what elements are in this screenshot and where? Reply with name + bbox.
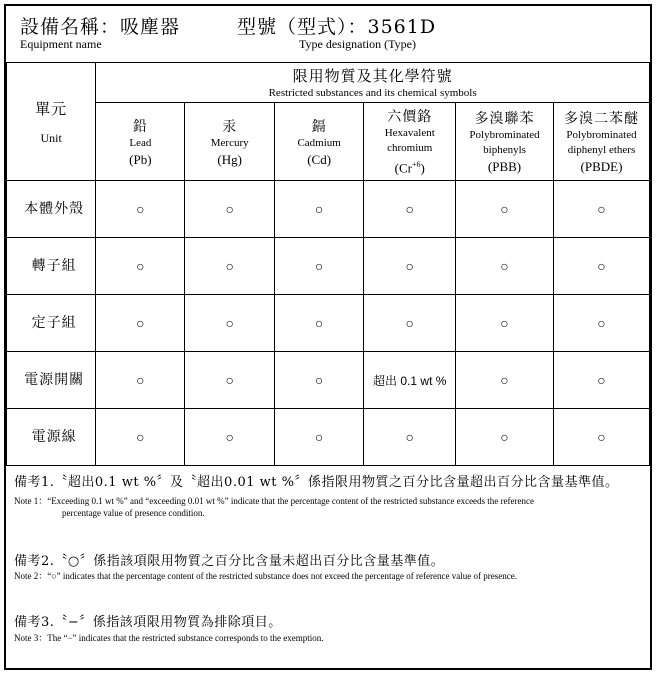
substance-zh: 多溴聯苯 [474, 111, 535, 127]
value-cell: ○ [96, 238, 185, 295]
unit-name: 電源開關 [7, 352, 96, 409]
value-cell: ○ [185, 181, 274, 238]
substance-header-cadmium [274, 103, 363, 181]
note-2-en: Note 2：“○” indicates that the percentage content of the restricted substance does not exceed the percentage of reference value of presence. [14, 571, 517, 581]
note-3-zh: 備考3.〝−〞係指該項限用物質為排除項目。 [14, 615, 282, 630]
restricted-header-zh: 限用物質及其化學符號 [292, 66, 453, 85]
value-cell: ○ [364, 295, 456, 352]
value-cell: ○ [456, 295, 554, 352]
type-designation-label: 型號（型式）：3561D [237, 16, 437, 38]
value-cell: ○ [364, 181, 456, 238]
value-cell: ○ [553, 181, 649, 238]
value-cell: ○ [185, 409, 274, 466]
substance-en: Polybrominated biphenyls [469, 129, 540, 156]
restricted-header-cell [96, 63, 650, 103]
value-cell-exceeds: 超出 0.1 wt % [364, 352, 456, 409]
unit-name: 定子組 [7, 295, 96, 352]
restricted-header-en: Restricted substances and its chemical symbols [268, 86, 477, 99]
value-cell: ○ [274, 409, 363, 466]
value-cell: ○ [96, 295, 185, 352]
declaration-frame [4, 4, 652, 670]
note-2-zh: 備考2.〝○〞係指該項限用物質之百分比含量未超出百分比含量基準值。 [14, 554, 445, 569]
value-cell: ○ [185, 295, 274, 352]
unit-name: 轉子組 [7, 238, 96, 295]
table-row [7, 238, 650, 295]
value-cell: ○ [553, 238, 649, 295]
substance-symbol: (Pb) [129, 151, 152, 167]
value-cell: ○ [274, 181, 363, 238]
note-1-zh: 備考1.〝超出0.1 wt %〞及〝超出0.01 wt %〞係指限用物質之百分比含量超出百分比含量基準值。 [14, 475, 619, 490]
note-1-en-cont: percentage value of presence condition. [62, 508, 205, 518]
value-cell: ○ [274, 352, 363, 409]
value-cell: ○ [185, 352, 274, 409]
unit-header-en: Unit [40, 130, 62, 145]
value-cell: ○ [364, 238, 456, 295]
substance-symbol: (Cd) [307, 151, 332, 167]
value-cell: ○ [456, 409, 554, 466]
value-cell: ○ [364, 409, 456, 466]
unit-header-zh: 單元 [35, 99, 68, 118]
substance-header-pbde [553, 103, 649, 181]
value-cell: ○ [96, 181, 185, 238]
value-cell: ○ [553, 295, 649, 352]
value-cell: ○ [96, 409, 185, 466]
value-cell: ○ [456, 352, 554, 409]
substance-en: Hexavalent chromium [384, 127, 435, 155]
substance-zh: 鎘 [311, 118, 327, 135]
unit-header-cell [7, 63, 96, 181]
equipment-name-sub: Equipment name [20, 37, 102, 51]
substance-header-lead [96, 103, 185, 181]
substance-zh: 鉛 [132, 118, 148, 135]
value-cell: ○ [96, 352, 185, 409]
equipment-name-label: 設備名稱：吸塵器 [20, 16, 181, 38]
value-cell: ○ [456, 238, 554, 295]
substance-en: Cadmium [297, 136, 341, 149]
note-3-en: Note 3：The “−” indicates that the restricted substance corresponds to the exemption. [14, 633, 324, 643]
table-row [7, 409, 650, 466]
value-cell: ○ [274, 295, 363, 352]
substance-zh: 多溴二苯醚 [563, 111, 639, 127]
type-designation-sub: Type designation (Type) [299, 37, 416, 51]
value-cell: ○ [185, 238, 274, 295]
table-row [7, 181, 650, 238]
substance-symbol: (PBB) [487, 159, 522, 174]
substance-header-hexavalent-chromium [364, 103, 456, 181]
table-row [7, 352, 650, 409]
unit-name: 電源線 [7, 409, 96, 466]
substance-symbol: (Hg) [217, 151, 242, 167]
substance-en: Mercury [210, 136, 249, 149]
substance-header-row [7, 103, 650, 181]
table-row [7, 295, 650, 352]
substance-symbol: (PBDE) [580, 159, 623, 174]
value-cell: ○ [274, 238, 363, 295]
substance-zh: 六價鉻 [387, 109, 433, 126]
substance-symbol: $(Cr^{+6})$ [394, 160, 425, 176]
substance-header-pbb [456, 103, 554, 181]
substance-header-mercury [185, 103, 274, 181]
substance-zh: 汞 [222, 118, 238, 135]
header [6, 6, 650, 64]
substance-en: Polybrominated diphenyl ethers [566, 129, 637, 156]
note-1-en: Note 1：“Exceeding 0.1 wt %” and “exceeding 0.01 wt %” indicate that the percentage content of the restricted substance exceeds the reference [14, 496, 535, 506]
substance-en: Lead [129, 136, 152, 149]
restricted-substances-table [6, 62, 650, 466]
value-cell: ○ [456, 181, 554, 238]
value-cell: ○ [553, 409, 649, 466]
unit-name: 本體外殼 [7, 181, 96, 238]
value-cell: ○ [553, 352, 649, 409]
